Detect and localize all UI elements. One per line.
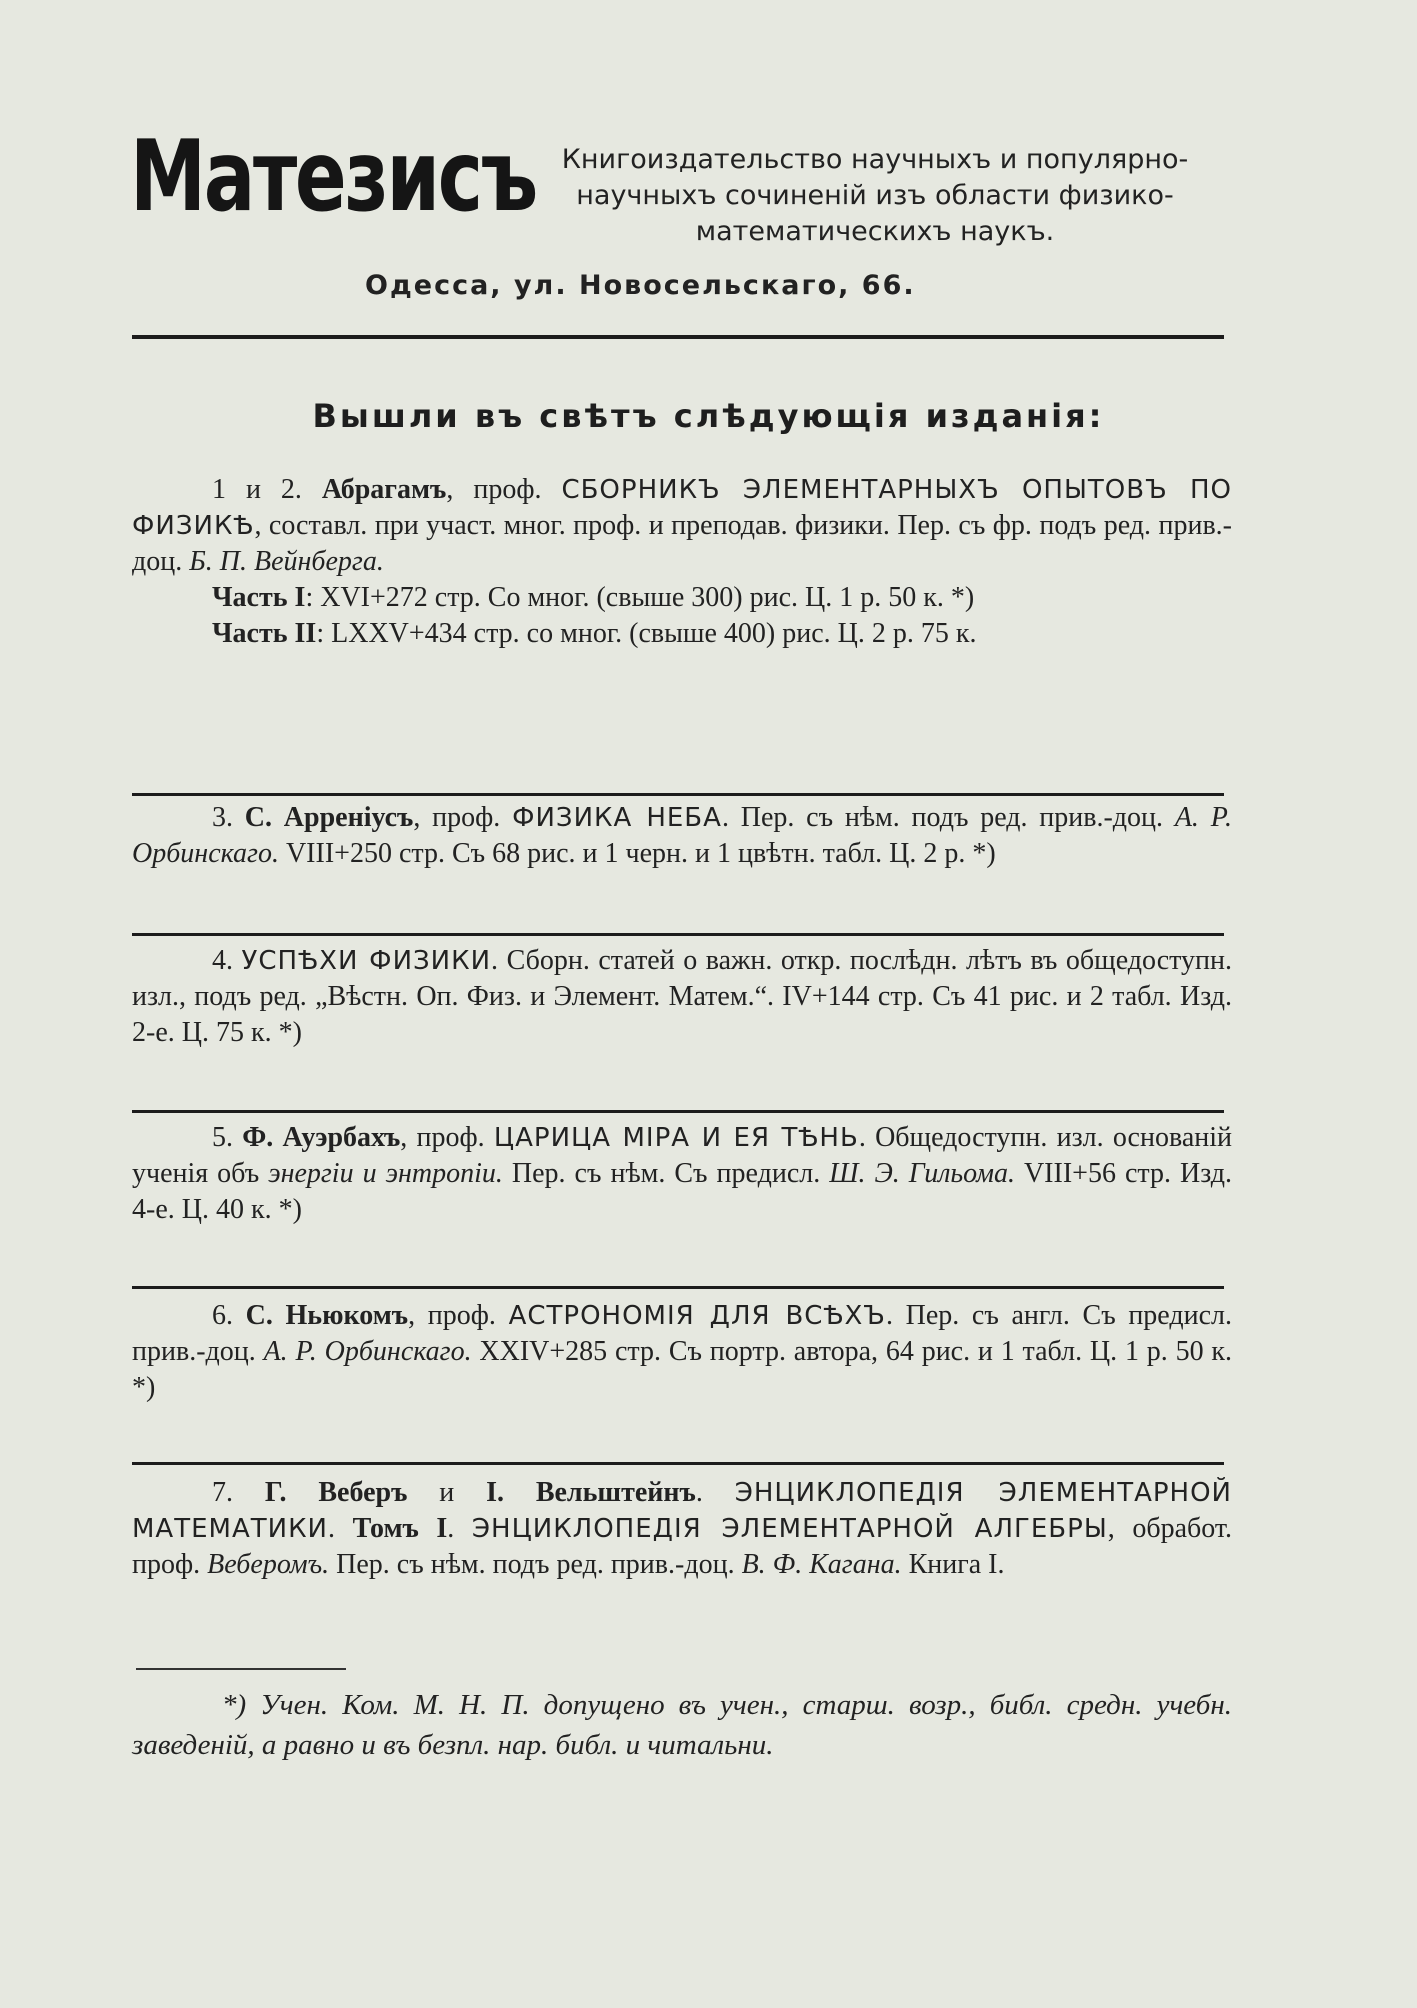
entry-divider [132, 793, 1224, 796]
entry-1-2 [132, 472, 1232, 652]
entry-3 [132, 800, 1232, 872]
entry-tail: XXIV+285 стр. Съ портр. автора, 64 рис. и 1 табл. Ц. 1 р. 50 к. *) [132, 1336, 1233, 1403]
entry-number: 6. [212, 1300, 233, 1331]
entry-italic-term: Веберомъ. [207, 1549, 330, 1580]
section-heading: Вышли въ свѣтъ слѣдующія изданія: [312, 397, 1105, 435]
entry-italic-term: энергіи и энтропіи. [268, 1158, 503, 1189]
footnote-text: *) Учен. Ком. М. Н. П. допущено въ учен., старш. возр., библ. средн. учебн. заведеній, а равно и въ безпл. нар. библ. и читальни. [132, 1689, 1232, 1761]
entry-conjunction: и [407, 1477, 487, 1508]
entry-title: УСПѢХИ ФИЗИКИ [241, 946, 492, 976]
entry-divider [132, 1462, 1224, 1465]
entry-author: С. Арреніусъ [244, 802, 414, 833]
entry-tail: Книга I. [901, 1549, 1005, 1580]
header-divider [132, 335, 1224, 339]
entry-details: . Пер. съ нѣм. подъ ред. прив.-доц. [721, 802, 1164, 833]
footnote [132, 1685, 1232, 1765]
publisher-name: Матезисъ [130, 120, 536, 234]
entry-role: , проф. [446, 474, 542, 505]
entry-author: Абрагамъ [321, 474, 447, 505]
entry-divider [132, 1286, 1224, 1289]
entry-title: ЦАРИЦА МІРА И ЕЯ ТѢНЬ [493, 1123, 859, 1153]
entry-details: . Сборн. статей о важн. откр. послѣдн. лѣтъ въ общедоступн. изл., подъ ред. „Вѣстн. Оп. Физ. и Элемент. Матем.“. IV+144 стр. Съ 41 рис. и 2 табл. Изд. 2-е. Ц. 75 к. *) [132, 945, 1233, 1048]
entry-editor: А. Р. Орбинскаго. [132, 802, 1232, 869]
entry-number: 3. [212, 802, 233, 833]
entry-editor: В. Ф. Кагана. [741, 1549, 902, 1580]
part-details: : XVI+272 стр. Со мног. (свыше 300) рис. Ц. 1 р. 50 к. *) [305, 582, 975, 613]
entry-5 [132, 1120, 1232, 1228]
entry-author-2: І. Вельштейнъ [486, 1477, 696, 1508]
publisher-description: Книгоиздательство научныхъ и популярно-научныхъ сочиненій изъ области физико-математическихъ наукъ. [561, 144, 1189, 247]
entry-author: С. Ньюкомъ [245, 1300, 409, 1331]
entry-editor: Б. П. Вейнберга. [189, 546, 384, 577]
entry-author: Г. Веберъ [264, 1477, 408, 1508]
entry-tail: VIII+56 стр. Изд. 4-е. Ц. 40 к. *) [132, 1158, 1233, 1225]
entry-mid: Пер. съ нѣм. Съ предисл. [502, 1158, 821, 1189]
entry-7: 7. Г. Веберъ и І. Вельштейнъ. ЭНЦИКЛОПЕДІЯ ЭЛЕМЕНТАРНОЙ МАТЕМАТИКИ. Томъ I. ЭНЦИКЛОПЕДІЯ ЭЛЕМЕНТАРНОЙ АЛГЕБРЫ, обработ. проф. Веберомъ. Пер. съ нѣм. подъ ред. прив.-доц. В. Ф. Кагана. Книга I. [132, 1477, 1233, 1580]
entry-divider [132, 1110, 1224, 1113]
entry-title: АСТРОНОМІЯ ДЛЯ ВСѢХЪ [508, 1301, 886, 1331]
entry-role: , проф. [413, 802, 501, 833]
entry-details: . Пер. съ англ. Съ предисл. прив.-доц. [132, 1300, 1233, 1367]
entry-number: 7. [212, 1477, 233, 1508]
entry-editor: А. Р. Орбинскаго. [263, 1336, 472, 1367]
entry-mid: Пер. съ нѣм. подъ ред. прив.-доц. [329, 1549, 735, 1580]
entry-role: , проф. [400, 1122, 485, 1153]
entry-number: 4. [212, 945, 233, 976]
part-label: Часть I [212, 582, 306, 613]
entry-role: , проф. [408, 1300, 496, 1331]
entry-details: . Общедоступн. изл. основаній ученія объ [132, 1122, 1232, 1189]
entry-author: Ф. Ауэрбахъ [242, 1122, 401, 1153]
part-label: Часть II [212, 618, 317, 649]
entry-title: ФИЗИКА НЕБА [512, 803, 722, 833]
entry-details: , обработ. проф. [132, 1513, 1232, 1580]
entry-4 [132, 943, 1232, 1051]
entry-subtitle: ЭНЦИКЛОПЕДІЯ ЭЛЕМЕНТАРНОЙ АЛГЕБРЫ [471, 1514, 1108, 1544]
publisher-address: Одесса, ул. Новосельскаго, 66. [365, 270, 916, 301]
entry-editor: Ш. Э. Гильома. [829, 1158, 1015, 1189]
footnote-divider [136, 1668, 346, 1670]
entry-6 [132, 1298, 1232, 1406]
entry-title: ЭНЦИКЛОПЕДІЯ ЭЛЕМЕНТАРНОЙ МАТЕМАТИКИ [132, 1478, 1233, 1544]
entry-number: 5. [212, 1122, 233, 1153]
entry-divider [132, 933, 1224, 936]
entry-volume: Томъ I [352, 1513, 448, 1544]
entry-tail: VIII+250 стр. Съ 68 рис. и 1 черн. и 1 цвѣтн. табл. Ц. 2 р. *) [278, 838, 996, 869]
part-details: : LXXV+434 стр. со мног. (свыше 400) рис. Ц. 2 р. 75 к. [316, 618, 977, 649]
entry-details: , составл. при участ. мног. проф. и преподав. физики. Пер. съ фр. подъ ред. прив.-доц. [132, 510, 1232, 577]
entry-number: 1 и 2. [212, 474, 302, 505]
entry-title: СБОРНИКЪ ЭЛЕМЕНТАРНЫХЪ ОПЫТОВЪ ПО ФИЗИКѢ [132, 475, 1232, 541]
